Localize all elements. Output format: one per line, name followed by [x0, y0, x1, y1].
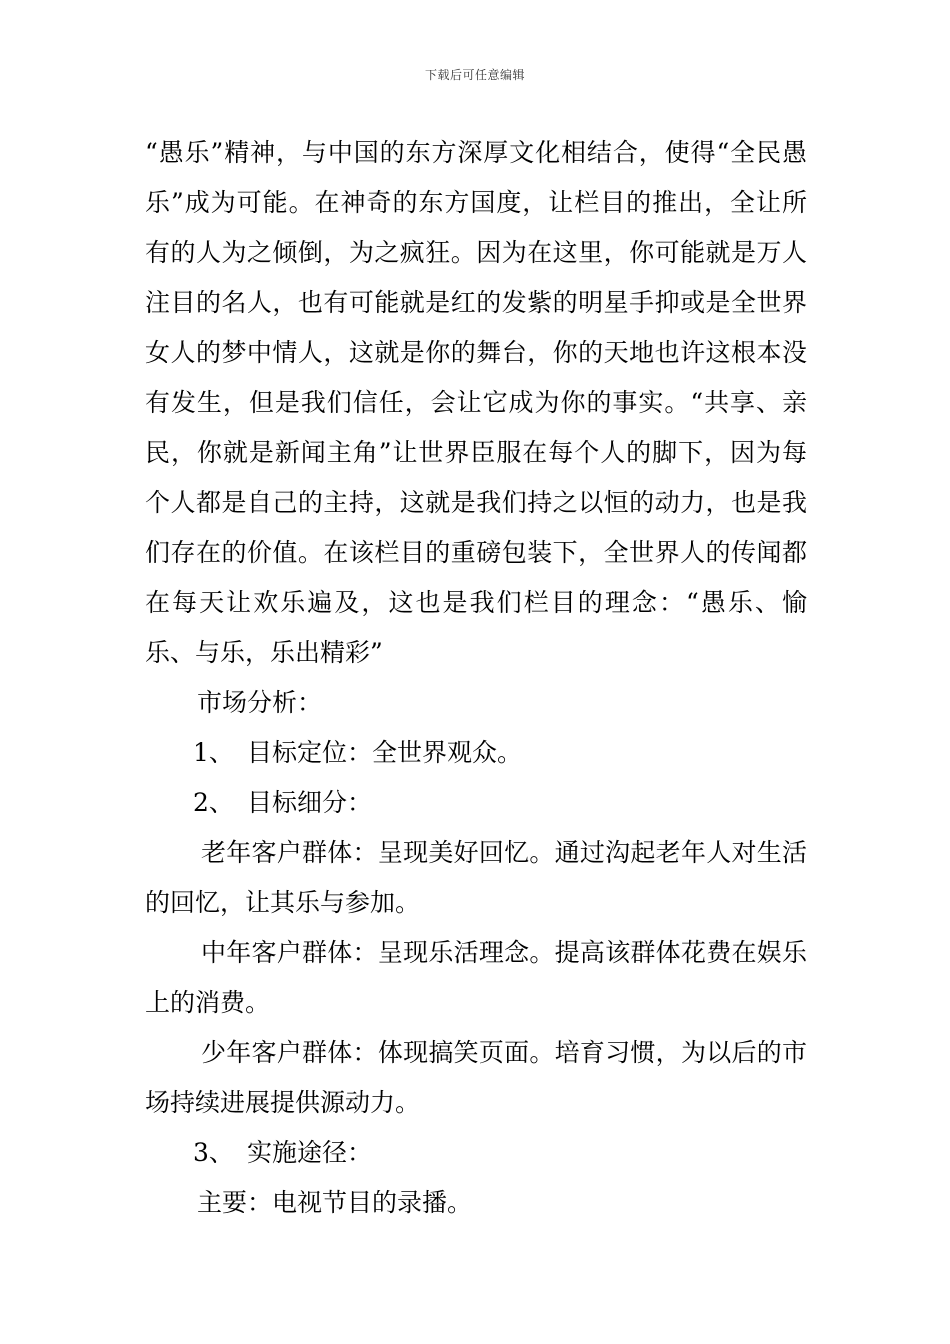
main-way-paragraph: 主要：电视节目的录播。: [197, 1188, 473, 1217]
list-item-target-position: [145, 728, 807, 778]
list-text-1: 目标定位：全世界观众。: [247, 738, 523, 767]
list-number-2: 2、: [193, 788, 234, 817]
list-text-3: 实施途径：: [247, 1138, 373, 1167]
market-analysis-heading: 市场分析：: [197, 688, 323, 717]
middle-group-paragraph: 中年客户群体：呈现乐活理念。提高该群体花费在娱乐上的消费。: [145, 938, 807, 1017]
elder-group-paragraph: 老年客户群体：呈现美好回忆。通过沟起老年人对生活的回忆，让其乐与参加。: [145, 838, 807, 917]
list-number-3: 3、: [193, 1138, 234, 1167]
list-text-2: 目标细分：: [247, 788, 373, 817]
intro-paragraph: “愚乐”精神，与中国的东方深厚文化相结合，使得“全民愚乐”成为可能。在神奇的东方国度，让栏目的推出，全让所有的人为之倾倒，为之疯狂。因为在这里，你可能就是万人注目的名人，也有可能就是红的发紫的明星手抑或是全世界女人的梦中情人，这就是你的舞台，你的天地也许这根本没有发生，但是我们信任，会让它成为你的事实。“共享、亲民，你就是新闻主角”让世界臣服在每个人的脚下，因为每个人都是自己的主持，这就是我们持之以恒的动力，也是我们存在的价值。在该栏目的重磅包装下，全世界人的传闻都在每天让欢乐遍及，这也是我们栏目的理念：“愚乐、愉乐、与乐，乐出精彩”: [145, 138, 807, 667]
youth-group-paragraph: 少年客户群体：体现搞笑页面。培育习惯，为以后的市场持续进展提供源动力。: [145, 1038, 807, 1117]
document-body: [145, 128, 807, 1228]
page-header: 下载后可任意编辑: [424, 68, 525, 82]
list-item-target-segment: [145, 778, 807, 828]
list-number-1: 1、: [193, 738, 234, 767]
list-item-implementation: [145, 1128, 807, 1178]
